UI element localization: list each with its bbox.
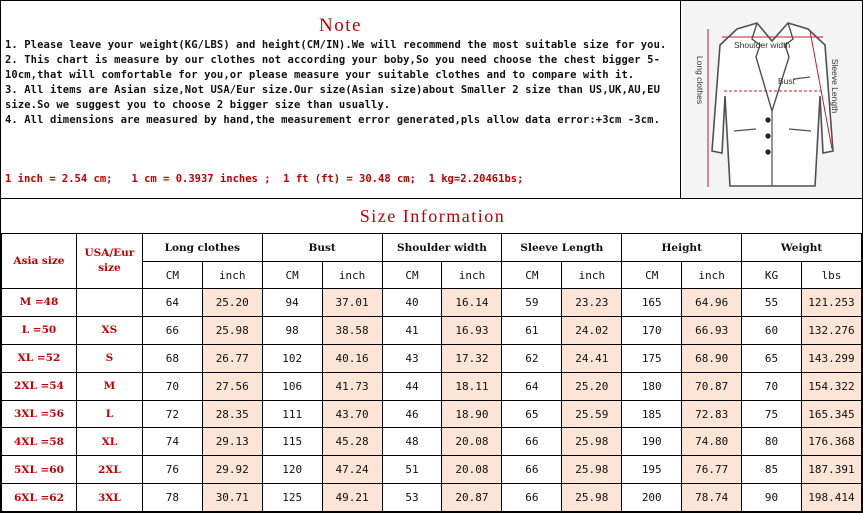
asia-size-cell: 4XL =58 <box>2 428 77 456</box>
table-cell: 176.368 <box>801 428 861 456</box>
table-cell: 198.414 <box>801 484 861 512</box>
table-cell: 120 <box>262 456 322 484</box>
table-cell: 16.14 <box>442 289 502 317</box>
table-cell: 85 <box>742 456 802 484</box>
table-cell: 111 <box>262 400 322 428</box>
jacket-button <box>765 117 770 122</box>
table-cell: 68.90 <box>682 344 742 372</box>
table-cell: 43.70 <box>322 400 382 428</box>
label-shoulder-width: Shoulder width <box>734 40 791 50</box>
table-cell: 74 <box>142 428 202 456</box>
table-cell: 61 <box>502 316 562 344</box>
table-cell: 76 <box>142 456 202 484</box>
conversion-kg: 1 kg=2.20461bs; <box>428 173 524 185</box>
label-long-clothes: Long clothes <box>695 55 706 105</box>
table-cell: 78.74 <box>682 484 742 512</box>
header-shoulder-width: Shoulder width <box>382 234 502 262</box>
note-line-3: 3. All items are Asian size,Not USA/Eur size.Our size(Asian size)about Smaller 2 size than US,UK,AU,EU size.So we suggest you to choose 2 bigger size than usually. <box>5 84 660 111</box>
asia-size-cell: 5XL =60 <box>2 456 77 484</box>
table-cell: 74.80 <box>682 428 742 456</box>
table-cell: 30.71 <box>202 484 262 512</box>
table-cell: 20.87 <box>442 484 502 512</box>
table-row <box>2 484 862 512</box>
size-table <box>1 233 862 512</box>
table-cell: 25.98 <box>202 316 262 344</box>
table-cell: 180 <box>622 372 682 400</box>
table-cell: 25.20 <box>202 289 262 317</box>
table-cell: 59 <box>502 289 562 317</box>
label-sleeve-length: Sleeve Length <box>830 58 841 114</box>
table-cell: 75 <box>742 400 802 428</box>
table-cell: 17.32 <box>442 344 502 372</box>
table-cell: 187.391 <box>801 456 861 484</box>
table-cell: 65 <box>502 400 562 428</box>
table-cell: 29.92 <box>202 456 262 484</box>
table-cell: 18.11 <box>442 372 502 400</box>
table-cell: 190 <box>622 428 682 456</box>
table-cell: 43 <box>382 344 442 372</box>
table-cell: 48 <box>382 428 442 456</box>
table-cell: 25.98 <box>562 456 622 484</box>
table-row <box>2 372 862 400</box>
unit-header-0: CM <box>142 262 202 289</box>
table-cell: 40.16 <box>322 344 382 372</box>
jacket-button <box>765 149 770 154</box>
header-asia-size: Asia size <box>2 234 77 289</box>
table-cell: 45.28 <box>322 428 382 456</box>
table-cell: 98 <box>262 316 322 344</box>
usa-size-cell <box>76 289 142 317</box>
label-bust: Bust <box>778 76 796 86</box>
table-cell: 38.58 <box>322 316 382 344</box>
table-cell: 60 <box>742 316 802 344</box>
table-cell: 64 <box>502 372 562 400</box>
asia-size-cell: 2XL =54 <box>2 372 77 400</box>
table-cell: 28.35 <box>202 400 262 428</box>
note-text <box>5 38 677 128</box>
table-cell: 78 <box>142 484 202 512</box>
table-cell: 65 <box>742 344 802 372</box>
table-cell: 25.59 <box>562 400 622 428</box>
table-cell: 25.98 <box>562 484 622 512</box>
table-cell: 72 <box>142 400 202 428</box>
asia-size-cell: L =50 <box>2 316 77 344</box>
table-cell: 27.56 <box>202 372 262 400</box>
table-cell: 143.299 <box>801 344 861 372</box>
table-cell: 165 <box>622 289 682 317</box>
table-row <box>2 400 862 428</box>
table-cell: 18.90 <box>442 400 502 428</box>
unit-header-10: KG <box>742 262 802 289</box>
header-long-clothes: Long clothes <box>142 234 262 262</box>
table-cell: 106 <box>262 372 322 400</box>
usa-size-cell: XS <box>76 316 142 344</box>
unit-header-5: inch <box>442 262 502 289</box>
table-cell: 94 <box>262 289 322 317</box>
conversion-ft: 1 ft (ft) = 30.48 cm; <box>283 173 416 185</box>
note-line-1: 1. Please leave your weight(KG/LBS) and height(CM/IN).We will recommend the most suitable size for you. <box>5 39 667 51</box>
table-cell: 64.96 <box>682 289 742 317</box>
table-cell: 165.345 <box>801 400 861 428</box>
table-cell: 66 <box>142 316 202 344</box>
table-cell: 154.322 <box>801 372 861 400</box>
table-cell: 66 <box>502 428 562 456</box>
table-cell: 72.83 <box>682 400 742 428</box>
size-information-header <box>1 198 863 234</box>
asia-size-cell: 6XL =62 <box>2 484 77 512</box>
asia-size-cell: 3XL =56 <box>2 400 77 428</box>
table-cell: 200 <box>622 484 682 512</box>
table-cell: 44 <box>382 372 442 400</box>
table-cell: 51 <box>382 456 442 484</box>
table-cell: 66 <box>502 484 562 512</box>
header-height: Height <box>622 234 742 262</box>
note-line-2: 2. This chart is measure by our clothes not according your boby,So you need choose the chest bigger 5-10cm,that will comfortable for you,or please measure your suitable clothes and to compare with it. <box>5 54 660 81</box>
table-cell: 132.276 <box>801 316 861 344</box>
table-cell: 24.41 <box>562 344 622 372</box>
unit-header-11: lbs <box>801 262 861 289</box>
table-cell: 62 <box>502 344 562 372</box>
usa-size-cell: M <box>76 372 142 400</box>
table-cell: 23.23 <box>562 289 622 317</box>
table-cell: 70 <box>142 372 202 400</box>
table-cell: 68 <box>142 344 202 372</box>
table-cell: 49.21 <box>322 484 382 512</box>
table-cell: 20.08 <box>442 456 502 484</box>
table-cell: 20.08 <box>442 428 502 456</box>
usa-size-cell: L <box>76 400 142 428</box>
note-title: Note <box>319 15 362 36</box>
table-row <box>2 456 862 484</box>
table-cell: 24.02 <box>562 316 622 344</box>
note-line-4: 4. All dimensions are measured by hand,the measurement error generated,pls allow data error:+3cm -3cm. <box>5 114 660 126</box>
table-row <box>2 428 862 456</box>
unit-header-7: inch <box>562 262 622 289</box>
table-cell: 26.77 <box>202 344 262 372</box>
table-cell: 102 <box>262 344 322 372</box>
table-cell: 16.93 <box>442 316 502 344</box>
usa-size-cell: XL <box>76 428 142 456</box>
table-cell: 40 <box>382 289 442 317</box>
unit-header-3: inch <box>322 262 382 289</box>
note-panel <box>1 1 681 198</box>
table-cell: 46 <box>382 400 442 428</box>
table-cell: 175 <box>622 344 682 372</box>
header-bust: Bust <box>262 234 382 262</box>
table-cell: 66 <box>502 456 562 484</box>
table-cell: 195 <box>622 456 682 484</box>
table-cell: 25.98 <box>562 428 622 456</box>
table-row <box>2 344 862 372</box>
header-weight: Weight <box>742 234 862 262</box>
size-table-body <box>2 289 862 512</box>
jacket-button <box>765 133 770 138</box>
table-cell: 55 <box>742 289 802 317</box>
table-cell: 90 <box>742 484 802 512</box>
table-cell: 64 <box>142 289 202 317</box>
conversion-inch: 1 inch = 2.54 cm; <box>5 173 113 185</box>
unit-header-8: CM <box>622 262 682 289</box>
table-cell: 37.01 <box>322 289 382 317</box>
header-usa-eur-size: USA/Eur size <box>76 234 142 289</box>
jacket-measurement-diagram <box>682 1 863 198</box>
table-cell: 125 <box>262 484 322 512</box>
usa-size-cell: 2XL <box>76 456 142 484</box>
unit-header-2: CM <box>262 262 322 289</box>
table-cell: 53 <box>382 484 442 512</box>
table-cell: 29.13 <box>202 428 262 456</box>
table-cell: 80 <box>742 428 802 456</box>
table-cell: 170 <box>622 316 682 344</box>
table-cell: 121.253 <box>801 289 861 317</box>
size-information-title: Size Information <box>359 206 506 226</box>
unit-header-9: inch <box>682 262 742 289</box>
table-cell: 41.73 <box>322 372 382 400</box>
header-sleeve-length: Sleeve Length <box>502 234 622 262</box>
table-cell: 70.87 <box>682 372 742 400</box>
table-cell: 66.93 <box>682 316 742 344</box>
usa-size-cell: 3XL <box>76 484 142 512</box>
table-row <box>2 316 862 344</box>
usa-size-cell: S <box>76 344 142 372</box>
unit-conversions <box>5 173 677 185</box>
unit-header-4: CM <box>382 262 442 289</box>
unit-header-1: inch <box>202 262 262 289</box>
table-cell: 41 <box>382 316 442 344</box>
asia-size-cell: M =48 <box>2 289 77 317</box>
table-cell: 115 <box>262 428 322 456</box>
table-cell: 25.20 <box>562 372 622 400</box>
table-cell: 185 <box>622 400 682 428</box>
conversion-cm: 1 cm = 0.3937 inches ; <box>131 173 271 185</box>
unit-header-6: CM <box>502 262 562 289</box>
table-cell: 70 <box>742 372 802 400</box>
table-cell: 76.77 <box>682 456 742 484</box>
asia-size-cell: XL =52 <box>2 344 77 372</box>
table-row <box>2 289 862 317</box>
table-cell: 47.24 <box>322 456 382 484</box>
